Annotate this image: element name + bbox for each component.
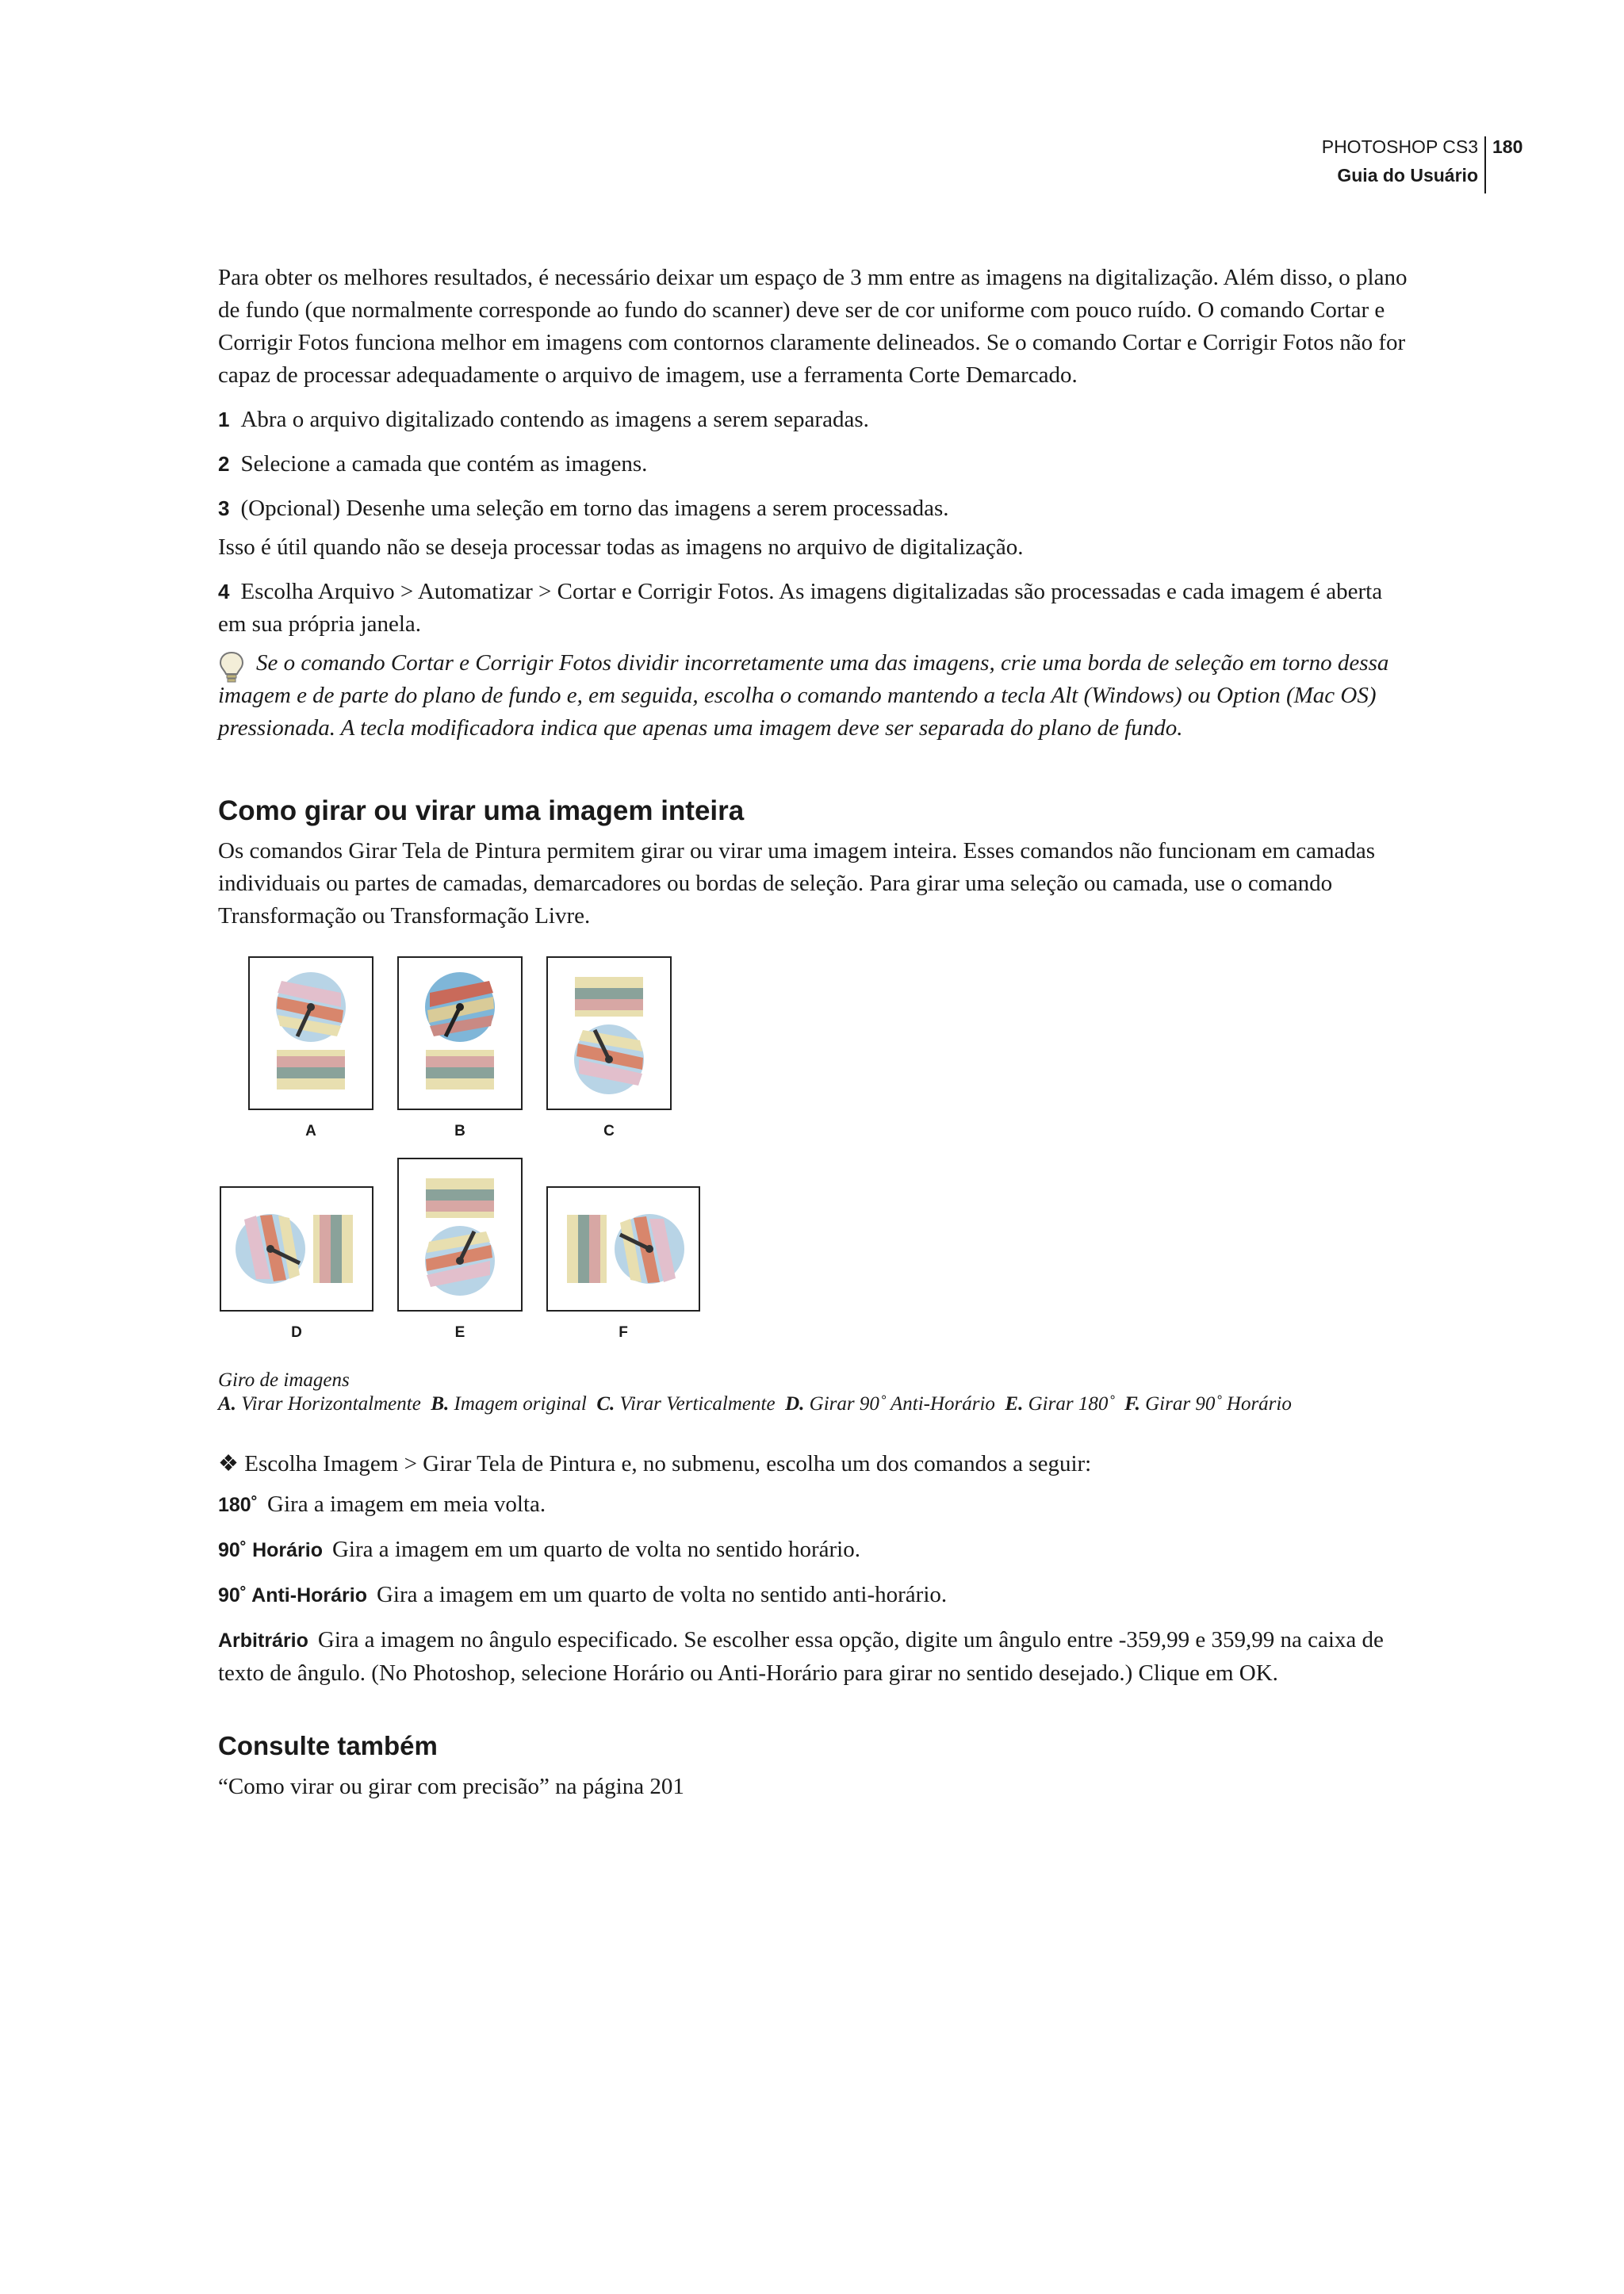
figure-label-b: B: [454, 1123, 465, 1139]
figure-panel-f: [546, 1186, 700, 1312]
step-number: 4: [218, 580, 230, 603]
option-arbitrary: [218, 1624, 1408, 1690]
running-header: [1269, 135, 1478, 193]
caption-text: Girar 180˚: [1028, 1393, 1115, 1415]
step-3-note: Isso é útil quando não se deseja processar todas as imagens no arquivo de digitalização.: [218, 534, 1024, 560]
caption-letter: B.: [431, 1393, 450, 1415]
section-body: Os comandos Girar Tela de Pintura permitem girar ou virar uma imagem inteira. Esses comandos não funcionam em camadas individuais ou partes de camadas, demarcadores ou bordas de seleção. Para girar uma seleção ou camada, use o comando Transformação ou Transformação Livre.: [218, 838, 1376, 929]
option-term: 90˚ Horário: [218, 1539, 323, 1561]
figure-label-a: A: [305, 1123, 316, 1139]
step-text: Selecione a camada que contém as imagens.: [240, 451, 648, 477]
figure-image-a: [253, 961, 369, 1105]
caption-text: Girar 90˚ Horário: [1145, 1393, 1292, 1415]
figure-label-d: D: [291, 1324, 302, 1341]
rotation-figure: [218, 956, 1408, 1369]
caption-letter: D.: [785, 1393, 805, 1415]
caption-text: Virar Verticalmente: [619, 1393, 776, 1415]
step-4: [218, 576, 1408, 641]
see-also-heading: Consulte também: [218, 1731, 438, 1760]
step-1: [218, 404, 1408, 436]
step-2: [218, 448, 1408, 481]
figure-panel-c: [546, 956, 672, 1110]
lightbulb-icon: [218, 650, 245, 685]
figure-panel-d: [220, 1186, 373, 1312]
figure-image-b: [402, 961, 518, 1105]
option-text: Gira a imagem no ângulo especificado. Se escolher essa opção, digite um ângulo entre -359,99 e 359,99 na caixa de texto de ângulo. (No Photoshop, selecione Horário ou Anti-Horário para girar no sentido desejado.) Clique em OK.: [218, 1627, 1384, 1686]
command-lead: ❖ Escolha Imagem > Girar Tela de Pintura e, no submenu, escolha um dos comandos a seguir:: [218, 1451, 1092, 1476]
tip-block: [218, 647, 1408, 745]
caption-letter: F.: [1124, 1393, 1140, 1415]
figure-label-f: F: [619, 1324, 628, 1341]
caption-text: Girar 90˚ Anti-Horário: [809, 1393, 995, 1415]
step-3: [218, 492, 1408, 525]
figure-image-f: [551, 1191, 695, 1307]
header-guide: Guia do Usuário: [1337, 165, 1478, 186]
intro-paragraph: Para obter os melhores resultados, é necessário deixar um espaço de 3 mm entre as imagens na digitalização. Além disso, o plano de fundo (que normalmente corresponde ao fundo do scanner) deve ser de cor uniforme com pouco ruído. O comando Cortar e Corrigir Fotos funciona melhor em imagens com contornos claramente delineados. Se o comando Cortar e Corrigir Fotos não for capaz de processar adequadamente o arquivo de imagem, use a ferramenta Corte Demarcado.: [218, 265, 1408, 388]
figure-image-c: [551, 961, 667, 1105]
see-also-link[interactable]: “Como virar ou girar com precisão” na página 201: [218, 1774, 684, 1799]
header-divider: [1484, 136, 1486, 193]
figure-panel-b: [397, 956, 523, 1110]
step-text: Escolha Arquivo > Automatizar > Cortar e Corrigir Fotos. As imagens digitalizadas são processadas e cada imagem é aberta em sua própria janela.: [218, 579, 1383, 637]
caption-letter: A.: [218, 1393, 236, 1415]
page-body: [218, 262, 1408, 1803]
caption-text: Virar Horizontalmente: [241, 1393, 421, 1415]
step-number: 3: [218, 496, 230, 520]
section-heading: Como girar ou virar uma imagem inteira: [218, 795, 745, 826]
option-term: 90˚ Anti-Horário: [218, 1584, 367, 1607]
tip-text: Se o comando Cortar e Corrigir Fotos dividir incorretamente uma das imagens, crie uma borda de seleção em torno dessa imagem e de parte do plano de fundo e, em seguida, escolha o comando mantendo a tecla Alt (Windows) ou Option (Mac OS) pressionada. A tecla modificadora indica que apenas uma imagem deve ser separada do plano de fundo.: [218, 650, 1389, 741]
figure-image-d: [224, 1191, 369, 1307]
caption-letter: C.: [596, 1393, 615, 1415]
figure-caption-title: Giro de imagens: [218, 1369, 350, 1391]
option-180: [218, 1488, 1408, 1522]
option-text: Gira a imagem em um quarto de volta no sentido horário.: [331, 1537, 860, 1562]
page-number: 180: [1492, 136, 1523, 157]
step-number: 1: [218, 408, 230, 431]
option-term: Arbitrário: [218, 1630, 308, 1652]
figure-label-c: C: [603, 1123, 615, 1139]
option-90-ccw: [218, 1579, 1408, 1612]
caption-letter: E.: [1005, 1393, 1024, 1415]
figure-image-e: [402, 1162, 518, 1307]
step-text: (Opcional) Desenhe uma seleção em torno das imagens a serem processadas.: [240, 496, 949, 521]
option-text: Gira a imagem em um quarto de volta no sentido anti-horário.: [376, 1582, 948, 1607]
step-number: 2: [218, 452, 230, 476]
figure-label-e: E: [454, 1324, 465, 1341]
figure-panel-a: [248, 956, 373, 1110]
option-90-cw: [218, 1534, 1408, 1567]
option-term: 180˚: [218, 1494, 259, 1516]
figure-panel-e: [397, 1158, 523, 1312]
option-text: Gira a imagem em meia volta.: [267, 1492, 546, 1517]
caption-text: Imagem original: [454, 1393, 587, 1415]
header-product: PHOTOSHOP CS3: [1321, 136, 1478, 157]
step-text: Abra o arquivo digitalizado contendo as imagens a serem separadas.: [240, 407, 869, 432]
figure-caption-items: [218, 1392, 1408, 1416]
